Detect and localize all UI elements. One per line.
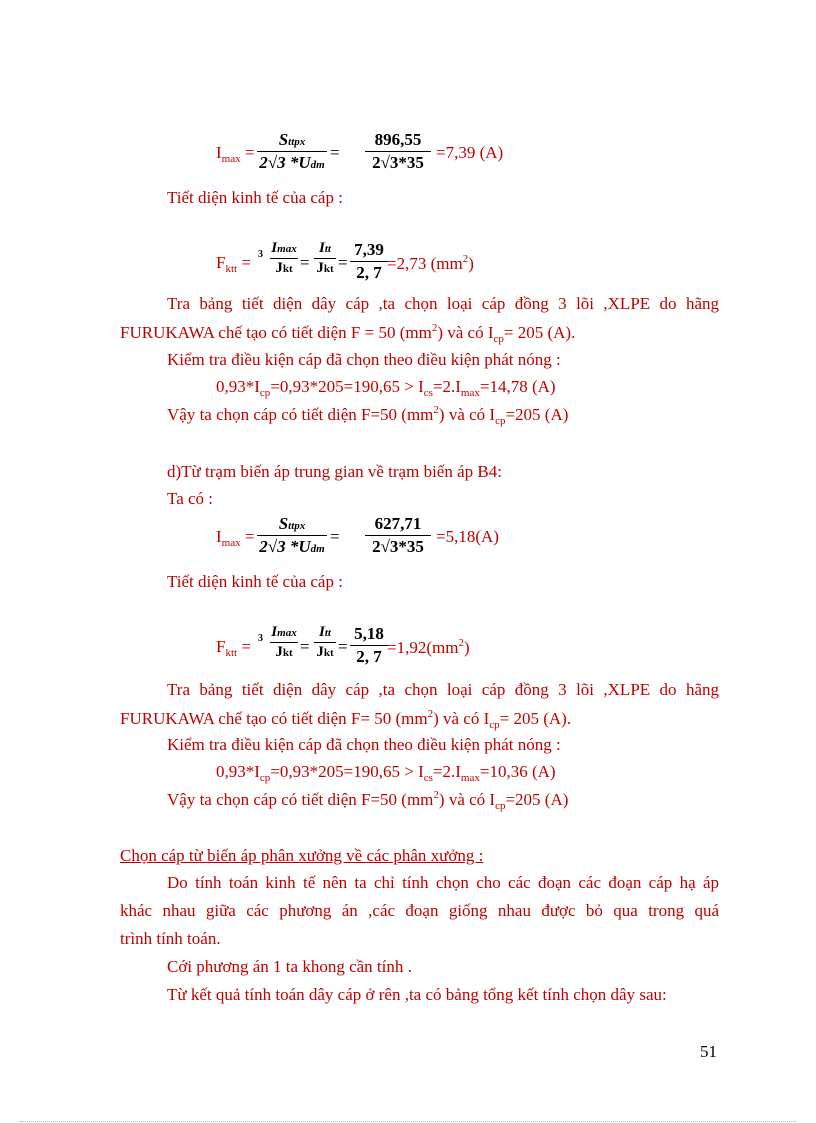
fktt-frac1-d: Imax Jkt bbox=[271, 624, 297, 660]
para3: Từ kết quả tính toán dây cáp ở rên ,ta có bảng tổng kết tính chọn dây sau: bbox=[167, 985, 667, 1004]
kiem-tra-d: Kiểm tra điều kiện cáp đã chọn theo điều kiện phát nóng : bbox=[167, 735, 561, 754]
fktt-frac2-d: Itt Jkt bbox=[314, 624, 336, 661]
eq-b-d: = bbox=[338, 637, 348, 656]
vay-line-c: Vậy ta chọn cáp có tiết diện F=50 $(mm^2)$ và có $I_{cp}=205$ (A) bbox=[167, 404, 569, 427]
fktt-frac2-c: Itt Jkt bbox=[314, 240, 336, 277]
cube-root-d: 3 bbox=[258, 633, 263, 644]
imax-label-d: $I_{max}$ = bbox=[216, 527, 255, 549]
fktt-frac3-d: 5,18 2, 7 bbox=[350, 624, 388, 667]
imax-label-c: $I_{max}$ = bbox=[216, 143, 255, 165]
check-line-c: $0,93*I_{cp}=0,93*205=190,65 > I_{cs}=2.I_{max}=14,78$ (A) bbox=[216, 377, 556, 399]
ta-co-d: Ta có : bbox=[167, 489, 214, 508]
imax-result-d: =5,18(A) bbox=[436, 527, 499, 546]
para1-line3: trình tính toán. bbox=[120, 929, 221, 948]
value-fraction-c: 896,55 2√3*35 bbox=[365, 130, 431, 173]
vay-line-d: Vậy ta chọn cáp có tiết diện F=50 $(mm^2)$ và có $I_{cp}=205$ (A) bbox=[167, 789, 569, 812]
value-fraction-d: 627,71 2√3*35 bbox=[365, 514, 431, 557]
imax-fraction-d: Sttpx 2√3 *Udm bbox=[257, 514, 327, 557]
eq-sign-d: = bbox=[330, 527, 340, 546]
tra-bang-line2-d: FURUKAWA chế tạo có tiết diện F= 50 $(mm^2)$ và có $I_{cp}= 205$ (A). bbox=[120, 708, 572, 731]
kiem-tra-c: Kiểm tra điều kiện cáp đã chọn theo điều kiện phát nóng : bbox=[167, 350, 561, 369]
fktt-result-c: =2,73 $(mm^2)$ bbox=[387, 253, 474, 273]
fktt-label-c: $F_{ktt}$ = bbox=[216, 253, 251, 275]
para1-line1: Do tính toán kinh tế nên ta chỉ tính chọn cho các đoạn các đoạn cáp hạ áp bbox=[167, 873, 719, 892]
tiet-dien-heading-d: Tiết diện kinh tế của cáp : bbox=[167, 572, 343, 591]
page-bottom-rule bbox=[20, 1121, 796, 1122]
eq-b-c: = bbox=[338, 253, 348, 272]
fktt-label-d: $F_{ktt}$ = bbox=[216, 637, 251, 659]
page-number: 51 bbox=[700, 1042, 717, 1061]
eq-a-d: = bbox=[300, 637, 310, 656]
imax-result-c: =7,39 (A) bbox=[436, 143, 504, 162]
eq-sign-c: = bbox=[330, 143, 340, 162]
imax-fraction-c: Sttpx 2√3 *Udm bbox=[257, 130, 327, 173]
fktt-frac3-c: 7,39 2, 7 bbox=[350, 240, 388, 283]
para2: Cới phương án 1 ta khong cần tính . bbox=[167, 957, 412, 976]
tra-bang-line1-c: Tra bảng tiết diện dây cáp ,ta chọn loại cáp đồng 3 lõi ,XLPE do hãng bbox=[167, 294, 719, 313]
cube-root-c: 3 bbox=[258, 249, 263, 260]
para1-line2: khác nhau giữa các phương án ,các đoạn giống nhau được bỏ qua trong quá bbox=[120, 901, 719, 920]
section-e-heading: Chọn cáp từ biến áp phân xưởng về các phân xưởng : bbox=[120, 846, 484, 865]
tra-bang-line2-c: FURUKAWA chế tạo có tiết diện F = 50 $(mm^2)$ và có $I_{cp}= 205$ (A). bbox=[120, 322, 576, 345]
tra-bang-line1-d: Tra bảng tiết diện dây cáp ,ta chọn loại cáp đồng 3 lõi ,XLPE do hãng bbox=[167, 680, 719, 699]
section-d-heading: d)Từ trạm biến áp trung gian về trạm biến áp B4: bbox=[167, 462, 502, 481]
fktt-result-d: $=1,92(mm^2)$ bbox=[387, 637, 470, 657]
fktt-frac1-c: Imax Jkt bbox=[271, 240, 297, 276]
check-line-d: $0,93*I_{cp}=0,93*205=190,65 > I_{cs}=2.I_{max}=10,36$ (A) bbox=[216, 762, 556, 784]
eq-a-c: = bbox=[300, 253, 310, 272]
tiet-dien-heading-c: Tiết diện kinh tế của cáp : bbox=[167, 188, 343, 207]
